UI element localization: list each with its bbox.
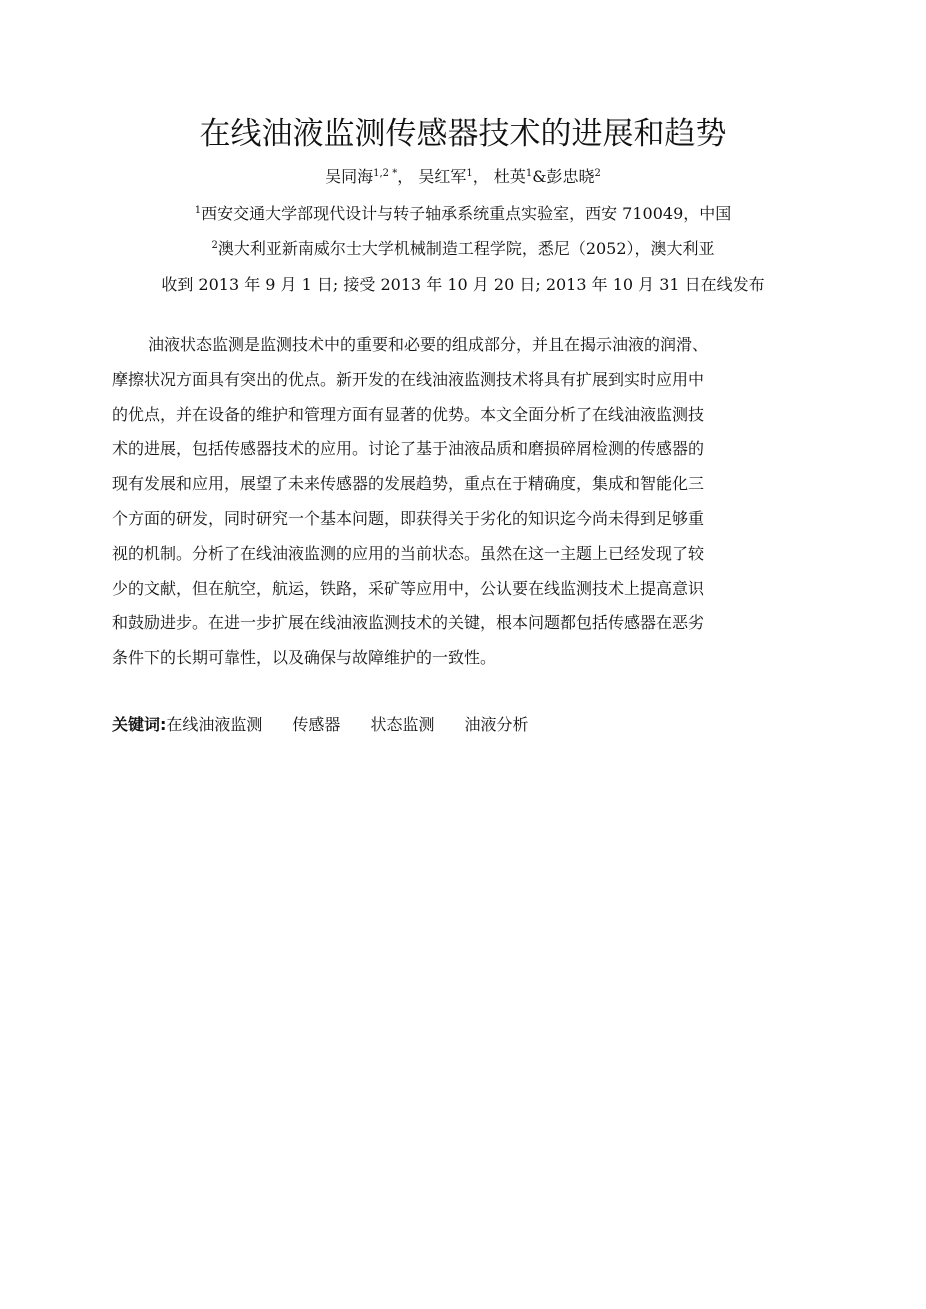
author-name: 彭忠晓 [546, 167, 595, 186]
affiliation-2 [0, 235, 926, 263]
author-separator: ， [397, 167, 414, 186]
author-separator: ， [472, 167, 489, 186]
author-list [0, 163, 926, 191]
abstract-line: 油液状态监测是监测技术中的重要和必要的组成部分，并且在揭示油液的润滑、 [148, 335, 709, 354]
affiliation-mark: 1 [194, 205, 202, 216]
author-affiliation-mark: 1 [466, 168, 473, 179]
abstract-line: 和鼓励进步。在进一步扩展在线油液监测技术的关键，根本问题都包括传感器在恶劣 [112, 613, 705, 633]
abstract [112, 328, 802, 676]
author-name: 吴同海 [325, 167, 374, 186]
author-affiliation-mark: 1 [525, 168, 533, 179]
paper-title: 在线油液监测传感器技术的进展和趋势 [199, 116, 727, 152]
author-name: 杜英 [493, 167, 526, 186]
author-affiliation-mark: 2 [594, 168, 601, 179]
keyword: 传感器 [292, 715, 341, 734]
keyword: 油液分析 [464, 715, 529, 734]
affiliation-text: 西安交通大学部现代设计与转子轴承系统重点实验室，西安 710049，中国 [201, 204, 732, 223]
author-affiliation-mark: 1,2 * [373, 168, 398, 179]
abstract-line: 条件下的长期可靠性，以及确保与故障维护的一致性。 [112, 648, 497, 668]
keyword: 状态监测 [370, 715, 435, 734]
keyword: 在线油液监测 [166, 715, 263, 734]
abstract-line: 个方面的研发，同时研究一个基本问题，即获得关于劣化的知识迄今尚未得到足够重 [112, 508, 705, 528]
author-separator: & [532, 167, 547, 186]
abstract-line: 少的文献，但在航空，航运，铁路，采矿等应用中，公认要在线监测技术上提高意识 [112, 578, 705, 598]
affiliation-mark: 2 [211, 240, 218, 251]
affiliation-1 [0, 200, 926, 228]
affiliation-text: 澳大利亚新南威尔士大学机械制造工程学院，悉尼（2052），澳大利亚 [217, 239, 715, 258]
publication-dates: 收到 2013 年 9 月 1 日; 接受 2013 年 10 月 20 日; 2013 年 10 月 31 日在线发布 [161, 275, 765, 294]
abstract-line: 视的机制。分析了在线油液监测的应用的当前状态。虽然在这一主题上已经发现了较 [112, 543, 705, 563]
author-name: 吴红军 [418, 167, 467, 186]
keywords [112, 710, 528, 740]
abstract-line: 摩擦状况方面具有突出的优点。新开发的在线油液监测技术将具有扩展到实时应用中 [112, 369, 705, 389]
keywords-label: 关键词: [112, 715, 167, 734]
abstract-line: 的优点，并在设备的维护和管理方面有显著的优势。本文全面分析了在线油液监测技 [112, 404, 705, 424]
abstract-line: 现有发展和应用，展望了未来传感器的发展趋势，重点在于精确度，集成和智能化三 [112, 474, 705, 494]
abstract-line: 术的进展，包括传感器技术的应用。讨论了基于油液品质和磨损碎屑检测的传感器的 [112, 439, 705, 459]
